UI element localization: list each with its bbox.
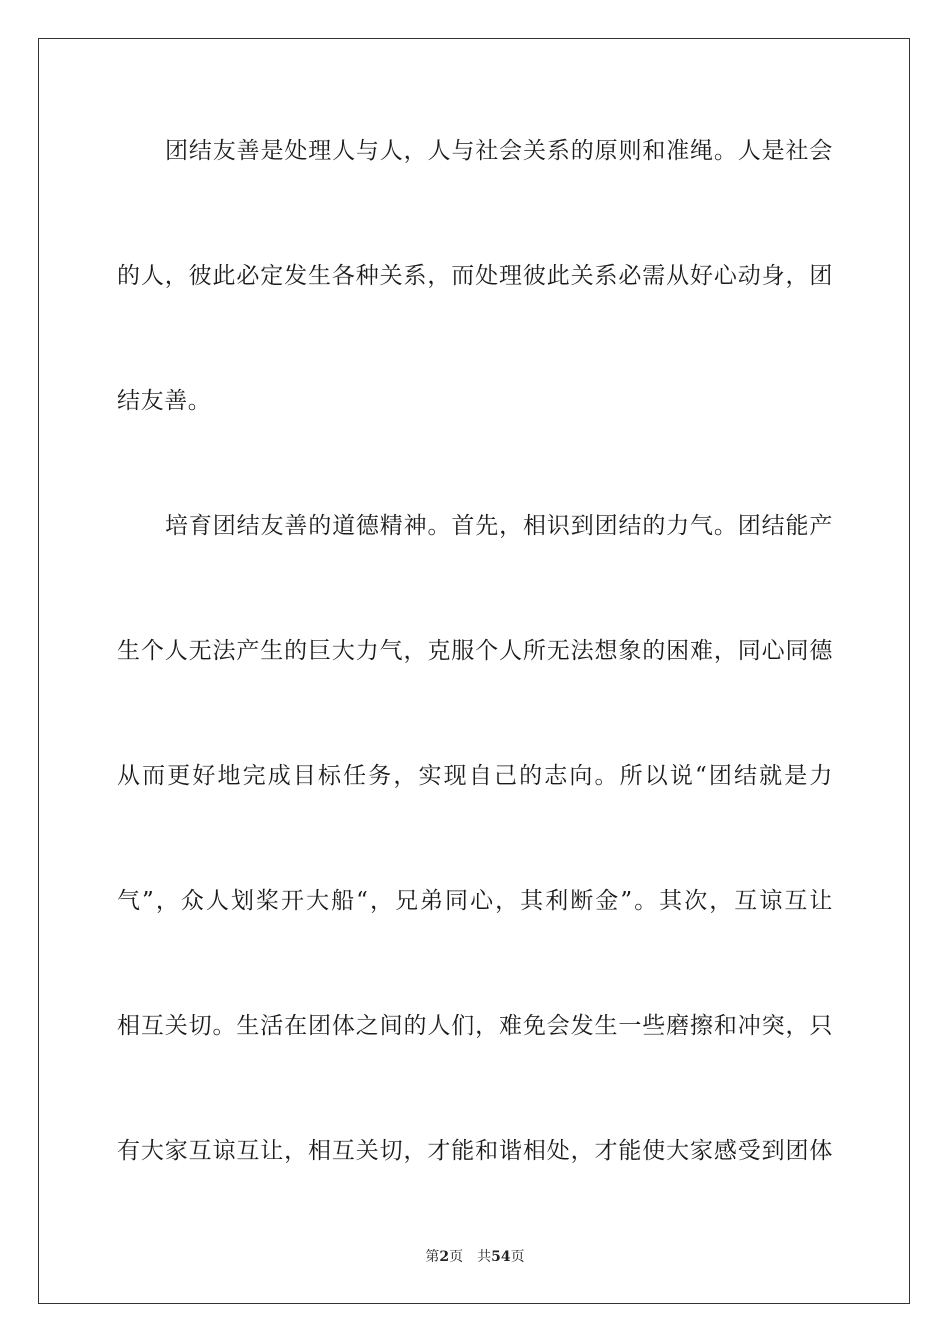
page-footer	[0, 1247, 950, 1267]
paragraph-1-line-1: 团结友善是处理人与人，人与社会关系的原则和准绳。人是社会	[165, 138, 833, 164]
footer-total-prefix: 共	[477, 1249, 492, 1265]
paragraph-2-line-5: 相互关切。生活在团体之间的人们，难免会发生一些磨擦和冲突，只	[117, 1013, 833, 1039]
footer-page-prefix: 第	[425, 1249, 440, 1265]
paragraph-2-line-1: 培育团结友善的道德精神。首先，相识到团结的力气。团结能产	[165, 513, 833, 539]
paragraph-1-line-3: 结友善。	[117, 388, 212, 414]
paragraph-2-line-3: 从而更好地完成目标任务，实现自己的志向。所以说“团结就是力	[117, 763, 833, 789]
paragraph-2-line-4: 气”，众人划桨开大船“，兄弟同心，其利断金”。其次，互谅互让	[117, 888, 833, 914]
footer-page-number: 2	[439, 1249, 450, 1265]
footer-total-suffix: 页	[510, 1249, 525, 1265]
footer-total-number: 54	[491, 1249, 511, 1265]
footer-page-suffix: 页	[449, 1249, 464, 1265]
paragraph-1-line-2: 的人，彼此必定发生各种关系，而处理彼此关系必需从好心动身，团	[117, 263, 833, 289]
paragraph-2-line-2: 生个人无法产生的巨大力气，克服个人所无法想象的困难，同心同德	[117, 638, 833, 664]
page-border	[38, 38, 910, 1304]
paragraph-2-line-6: 有大家互谅互让，相互关切，才能和谐相处，才能使大家感受到团体	[117, 1138, 833, 1164]
